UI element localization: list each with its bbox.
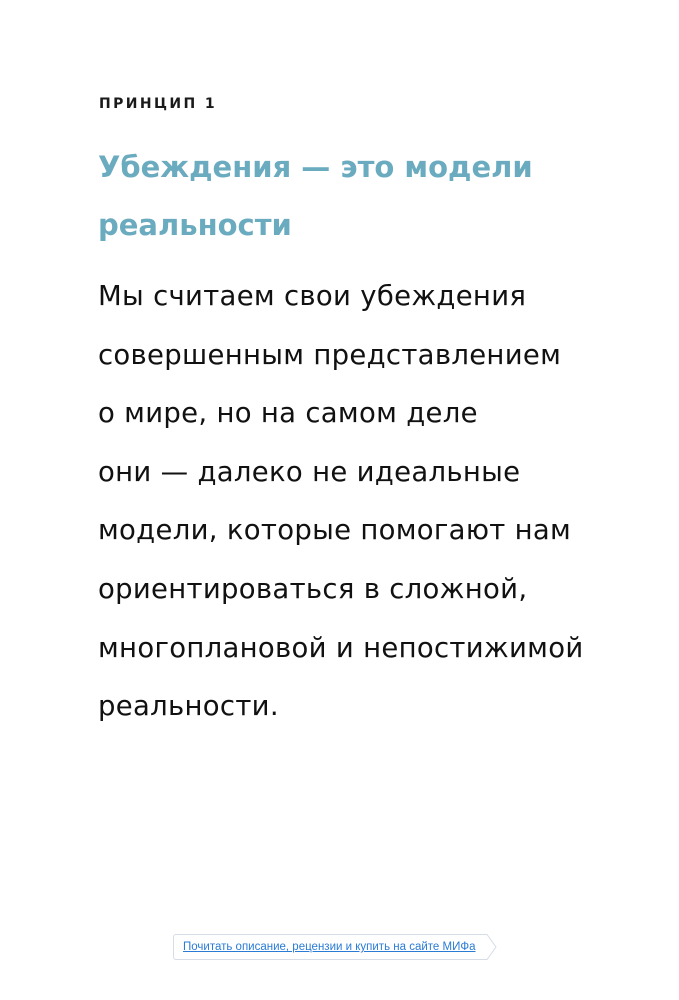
principle-label: ПРИНЦИП 1 bbox=[99, 96, 218, 112]
body-line: Мы считаем свои убеждения bbox=[98, 280, 527, 312]
body-paragraph bbox=[98, 267, 638, 736]
publisher-site-link[interactable]: Почитать описание, рецензии и купить на сайте МИФа bbox=[173, 934, 485, 960]
body-line: реальности. bbox=[98, 690, 279, 723]
tag-arrow-icon bbox=[485, 934, 497, 960]
page-title bbox=[98, 138, 618, 254]
body-line: о мире, но на самом деле bbox=[98, 397, 478, 430]
title-line: Убеждения — это модели bbox=[98, 150, 533, 184]
body-line: ориентироваться в сложной, bbox=[98, 572, 528, 605]
title-line: реальности bbox=[98, 208, 292, 242]
body-line: модели, которые помогают нам bbox=[98, 514, 572, 547]
body-line: совершенным представлением bbox=[98, 338, 562, 371]
body-line: многоплановой и непостижимой bbox=[98, 631, 584, 664]
body-line: они — далеко не идеальные bbox=[98, 455, 521, 488]
publisher-link-container bbox=[173, 934, 485, 960]
